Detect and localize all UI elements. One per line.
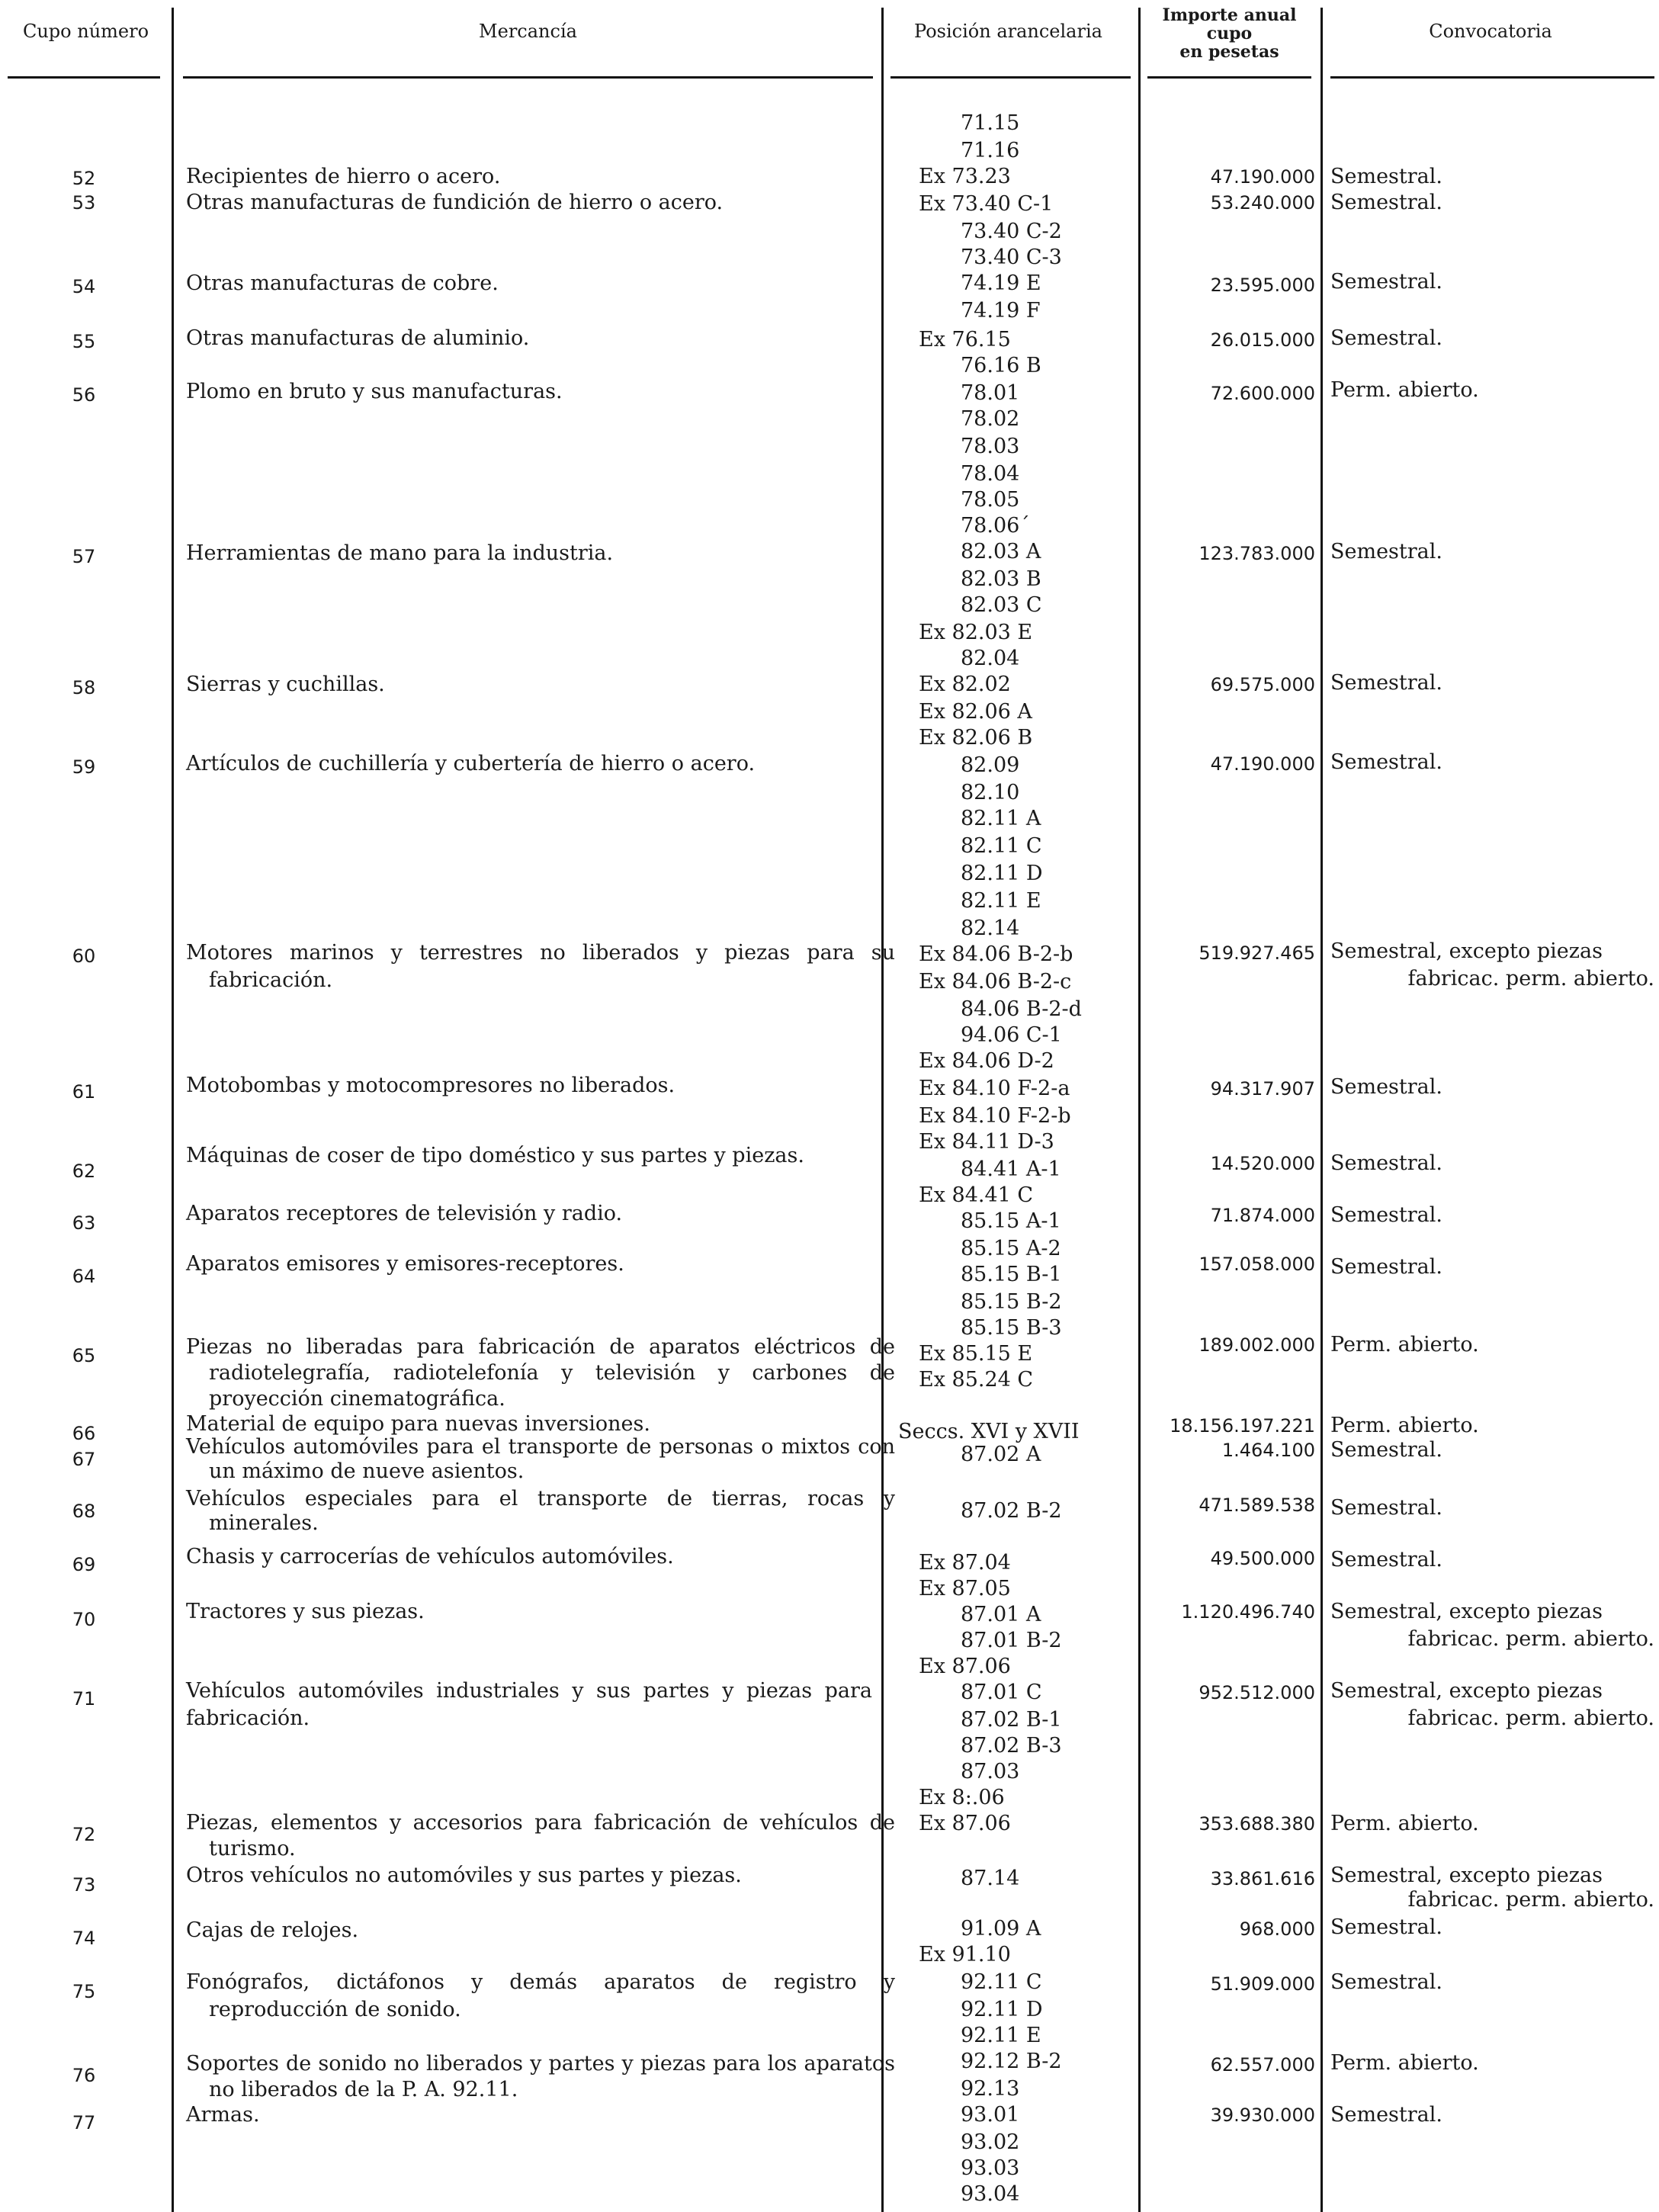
position-code: 82.11 A: [961, 807, 1041, 830]
convocatoria-line: fabricac. perm. abierto.: [1407, 967, 1654, 990]
cupo-number: 74: [72, 1928, 96, 1949]
position-code: Ex 82.06 B: [919, 726, 1033, 750]
merchandise-description: Material de equipo para nuevas inversiones.: [186, 1412, 650, 1436]
merchandise-description: Vehículos especiales para el transporte de tierras, rocas y minerales.: [186, 1487, 895, 1535]
position-code: 93.04: [961, 2182, 1020, 2206]
position-code: 85.15 B-3: [961, 1316, 1062, 1340]
merchandise-description: Tractores y sus piezas.: [186, 1600, 425, 1623]
cupo-number: 58: [72, 677, 96, 698]
position-code: 78.06´: [961, 514, 1030, 538]
annual-amount: 123.783.000: [1199, 543, 1315, 564]
convocatoria: Semestral.: [1330, 1438, 1442, 1462]
merchandise-description: Vehículos automóviles industriales y sus partes y piezas para fabricación.: [186, 1679, 872, 1730]
merchandise-description: Soportes de sonido no liberados y partes y piezas para los aparatos no liberados de la P. A. 92.11.: [186, 2052, 895, 2101]
header-rule: [183, 76, 873, 79]
convocatoria: Semestral.: [1330, 1970, 1442, 1994]
position-code: Ex 73.40 C-1: [919, 192, 1054, 216]
annual-amount: 53.240.000: [1210, 192, 1315, 213]
position-code: Ex 91.10: [919, 1943, 1011, 1966]
cupo-number: 77: [72, 2112, 96, 2133]
position-code: Ex 87.04: [919, 1551, 1011, 1575]
cupo-number: 65: [72, 1345, 96, 1366]
annual-amount: 23.595.000: [1210, 274, 1315, 296]
convocatoria-line: fabricac. perm. abierto.: [1407, 1627, 1654, 1651]
merchandise-description: Máquinas de coser de tipo doméstico y sus partes y piezas.: [186, 1144, 804, 1167]
annual-amount: 51.909.000: [1210, 1973, 1315, 1995]
position-code: 82.09: [961, 753, 1020, 777]
annual-amount: 62.557.000: [1210, 2054, 1315, 2076]
header-rule: [890, 76, 1131, 79]
position-code: 78.04: [961, 462, 1020, 486]
position-code: Ex 73.23: [919, 165, 1011, 188]
merchandise-description: Motores marinos y terrestres no liberados y piezas para su fabricación.: [186, 941, 895, 992]
position-code: Ex 87.06: [919, 1655, 1011, 1678]
position-code: 87.02 B-3: [961, 1734, 1062, 1758]
position-code: 82.11 D: [961, 862, 1043, 885]
position-code: 78.05: [961, 488, 1020, 512]
convocatoria: Perm. abierto.: [1330, 1333, 1479, 1356]
convocatoria: Semestral.: [1330, 1915, 1442, 1939]
position-code: 87.01 C: [961, 1681, 1042, 1704]
convocatoria-line: Semestral, excepto piezas: [1330, 1600, 1603, 1623]
position-code: 73.40 C-2: [961, 220, 1062, 243]
position-code: 82.03 C: [961, 593, 1042, 617]
convocatoria: Semestral.: [1330, 1496, 1442, 1520]
annual-amount: 157.058.000: [1199, 1254, 1315, 1275]
convocatoria: Semestral.: [1330, 750, 1442, 774]
header-rule: [1147, 76, 1311, 79]
position-code: 87.02 B-1: [961, 1708, 1062, 1732]
cupo-number: 64: [72, 1266, 96, 1287]
position-code: Ex 87.06: [919, 1812, 1011, 1835]
convocatoria: Perm. abierto.: [1330, 378, 1479, 402]
position-code: Ex 84.10 F-2-a: [919, 1077, 1070, 1100]
position-code: Ex 85.24 C: [919, 1368, 1034, 1392]
cupo-number: 59: [72, 756, 96, 778]
position-code: Ex 76.15: [919, 328, 1011, 352]
merchandise-description: Fonógrafos, dictáfonos y demás aparatos de registro y reproducción de sonido.: [186, 1970, 895, 2021]
position-code: 78.01: [961, 381, 1020, 405]
position-code: 71.16: [961, 139, 1020, 162]
merchandise-description: Herramientas de mano para la industria.: [186, 541, 614, 565]
convocatoria-line: fabricac. perm. abierto.: [1407, 1706, 1654, 1730]
position-code: Ex 84.11 D-3: [919, 1130, 1054, 1154]
header-importe: [1140, 6, 1319, 61]
convocatoria-line: Semestral, excepto piezas: [1330, 1864, 1603, 1887]
annual-amount: 1.464.100: [1221, 1440, 1315, 1461]
header-mercancia: Mercancía: [479, 21, 577, 42]
annual-amount: 519.927.465: [1199, 942, 1315, 964]
position-code: 92.11 E: [961, 2024, 1041, 2047]
merchandise-description: Otras manufacturas de fundición de hierro o acero.: [186, 191, 724, 214]
column-divider: [1320, 8, 1323, 2212]
annual-amount: 49.500.000: [1210, 1548, 1315, 1569]
convocatoria-line: Semestral, excepto piezas: [1330, 939, 1603, 963]
position-code: 94.06 C-1: [961, 1023, 1062, 1047]
position-code: 92.11 C: [961, 1970, 1042, 1994]
position-code: 85.15 A-1: [961, 1209, 1061, 1233]
position-code: 78.03: [961, 435, 1020, 458]
cupo-number: 71: [72, 1688, 96, 1710]
position-code: 82.10: [961, 781, 1020, 804]
annual-amount: 968.000: [1239, 1918, 1315, 1940]
annual-amount: 47.190.000: [1210, 166, 1315, 188]
position-code: 87.03: [961, 1760, 1020, 1783]
annual-amount: 353.688.380: [1199, 1813, 1315, 1835]
position-code: Ex 82.03 E: [919, 621, 1033, 644]
merchandise-description: Motobombas y motocompresores no liberados.: [186, 1074, 675, 1097]
convocatoria: Semestral.: [1330, 270, 1442, 294]
convocatoria: Semestral.: [1330, 326, 1442, 350]
position-code: Ex 84.06 B-2-c: [919, 970, 1072, 994]
convocatoria: Semestral.: [1330, 165, 1442, 188]
position-code: 78.02: [961, 407, 1020, 431]
convocatoria-line: Semestral, excepto piezas: [1330, 1679, 1603, 1703]
position-code: Ex 84.10 F-2-b: [919, 1104, 1071, 1128]
position-code: 92.11 D: [961, 1998, 1043, 2021]
cupo-number: 70: [72, 1609, 96, 1630]
convocatoria: Semestral.: [1330, 671, 1442, 695]
convocatoria: Perm. abierto.: [1330, 2051, 1479, 2075]
merchandise-description: Piezas, elementos y accesorios para fabricación de vehículos de turismo.: [186, 1811, 895, 1860]
convocatoria: [1330, 1598, 1654, 1653]
position-code: 92.12 B-2: [961, 2050, 1062, 2073]
position-code: 84.06 B-2-d: [961, 997, 1082, 1021]
position-code: 87.01 A: [961, 1603, 1041, 1626]
merchandise-description: Piezas no liberadas para fabricación de aparatos eléctricos de radiotelegrafía, radiotelefonía y televisión y carbones de proyección cinematográfica.: [186, 1335, 895, 1411]
position-code: 74.19 F: [961, 299, 1041, 323]
convocatoria: Semestral.: [1330, 191, 1442, 214]
header-importe-line: en pesetas: [1179, 42, 1279, 62]
cupo-number: 66: [72, 1423, 96, 1444]
position-code: Ex 85.15 E: [919, 1342, 1033, 1366]
position-code: Ex 8:.06: [919, 1786, 1005, 1809]
header-importe-line: Importe anual: [1162, 5, 1297, 25]
convocatoria: Semestral.: [1330, 1548, 1442, 1572]
cupo-number: 67: [72, 1449, 96, 1470]
merchandise-description: Artículos de cuchillería y cubertería de hierro o acero.: [186, 752, 756, 775]
annual-amount: 18.156.197.221: [1170, 1415, 1315, 1437]
annual-amount: 471.589.538: [1199, 1494, 1315, 1516]
position-code: Seccs. XVI y XVII: [898, 1420, 1080, 1443]
convocatoria: [1330, 1864, 1654, 1912]
position-code: 93.02: [961, 2130, 1020, 2154]
cupo-number: 73: [72, 1874, 96, 1896]
annual-amount: 47.190.000: [1210, 753, 1315, 775]
convocatoria: Perm. abierto.: [1330, 1414, 1479, 1437]
cupo-number: 76: [72, 2065, 96, 2086]
cupo-number: 72: [72, 1824, 96, 1845]
annual-amount: 14.520.000: [1210, 1153, 1315, 1174]
cupo-number: 56: [72, 384, 96, 406]
annual-amount: 94.317.907: [1210, 1078, 1315, 1100]
position-code: Ex 84.41 C: [919, 1183, 1034, 1207]
cupo-number: 54: [72, 276, 96, 297]
merchandise-description: Armas.: [186, 2103, 260, 2127]
position-code: 93.01: [961, 2103, 1020, 2127]
merchandise-description: Vehículos automóviles para el transporte de personas o mixtos con un máximo de nueve asientos.: [186, 1435, 895, 1483]
header-importe-line: cupo: [1206, 24, 1253, 43]
annual-amount: 71.874.000: [1210, 1205, 1315, 1226]
merchandise-description: Aparatos emisores y emisores-receptores.: [186, 1252, 624, 1276]
convocatoria-line: fabricac. perm. abierto.: [1407, 1888, 1654, 1912]
cupo-number: 69: [72, 1554, 96, 1575]
annual-amount: 72.600.000: [1210, 383, 1315, 404]
position-code: 93.03: [961, 2156, 1020, 2180]
position-code: 85.15 B-2: [961, 1290, 1062, 1314]
merchandise-description: Chasis y carrocerías de vehículos automóviles.: [186, 1545, 674, 1568]
position-code: 85.15 B-1: [961, 1263, 1062, 1286]
merchandise-description: Otras manufacturas de cobre.: [186, 271, 499, 295]
convocatoria: Semestral.: [1330, 1255, 1442, 1279]
position-code: Ex 84.06 D-2: [919, 1049, 1054, 1073]
position-code: 74.19 E: [961, 271, 1041, 295]
cupo-number: 52: [72, 168, 96, 189]
header-rule: [1330, 76, 1654, 79]
position-code: 87.02 B-2: [961, 1499, 1062, 1523]
convocatoria: Semestral.: [1330, 1151, 1442, 1175]
position-code: Ex 82.02: [919, 673, 1011, 696]
convocatoria: Semestral.: [1330, 1203, 1442, 1227]
merchandise-description: Aparatos receptores de televisión y radio.: [186, 1202, 623, 1225]
cupo-number: 63: [72, 1212, 96, 1234]
annual-amount: 69.575.000: [1210, 674, 1315, 695]
cupo-number: 61: [72, 1081, 96, 1103]
convocatoria: Semestral.: [1330, 540, 1442, 563]
position-code: 87.14: [961, 1867, 1020, 1890]
convocatoria: Semestral.: [1330, 1075, 1442, 1099]
header-posicion: Posición arancelaria: [914, 21, 1102, 42]
position-code: 87.01 B-2: [961, 1629, 1062, 1652]
annual-amount: 26.015.000: [1210, 329, 1315, 351]
position-code: Ex 87.05: [919, 1577, 1011, 1600]
position-code: 85.15 A-2: [961, 1237, 1061, 1260]
convocatoria: Perm. abierto.: [1330, 1812, 1479, 1835]
cupo-number: 68: [72, 1501, 96, 1522]
convocatoria: [1330, 938, 1654, 993]
merchandise-description: Plomo en bruto y sus manufacturas.: [186, 380, 563, 403]
convocatoria: [1330, 1677, 1654, 1732]
annual-amount: 952.512.000: [1199, 1682, 1315, 1703]
position-code: 82.03 B: [961, 567, 1041, 591]
position-code: 82.03 A: [961, 540, 1041, 563]
annual-amount: 39.930.000: [1210, 2104, 1315, 2126]
header-cupo: Cupo número: [22, 21, 149, 42]
column-divider: [172, 8, 174, 2212]
cupo-number: 75: [72, 1981, 96, 2002]
position-code: 87.02 A: [961, 1443, 1041, 1466]
position-code: 82.14: [961, 917, 1020, 940]
cupo-number: 62: [72, 1161, 96, 1182]
merchandise-description: Otras manufacturas de aluminio.: [186, 326, 530, 350]
position-code: 91.09 A: [961, 1917, 1041, 1941]
position-code: 84.41 A-1: [961, 1157, 1061, 1181]
merchandise-description: Otros vehículos no automóviles y sus partes y piezas.: [186, 1864, 742, 1887]
header-rule: [8, 76, 160, 79]
position-code: Ex 82.06 A: [919, 700, 1032, 724]
position-code: 82.11 C: [961, 834, 1042, 858]
merchandise-description: Recipientes de hierro o acero.: [186, 165, 501, 188]
cupo-number: 57: [72, 546, 96, 567]
annual-amount: 33.861.616: [1210, 1868, 1315, 1889]
position-code: 82.11 E: [961, 889, 1041, 913]
cupo-number: 55: [72, 331, 96, 352]
position-code: 82.04: [961, 647, 1020, 670]
position-code: 73.40 C-3: [961, 246, 1062, 269]
merchandise-description: Sierras y cuchillas.: [186, 673, 385, 696]
column-divider: [881, 8, 884, 2212]
header-convocatoria: Convocatoria: [1429, 21, 1552, 42]
annual-amount: 1.120.496.740: [1181, 1601, 1315, 1623]
merchandise-description: Cajas de relojes.: [186, 1918, 359, 1942]
annual-amount: 189.002.000: [1199, 1334, 1315, 1356]
position-code: Ex 84.06 B-2-b: [919, 942, 1073, 966]
position-code: 92.13: [961, 2077, 1020, 2101]
position-code: 71.15: [961, 111, 1020, 135]
cupo-number: 60: [72, 945, 96, 967]
position-code: 76.16 B: [961, 354, 1041, 377]
cupo-number: 53: [72, 192, 96, 213]
convocatoria: Semestral.: [1330, 2103, 1442, 2127]
